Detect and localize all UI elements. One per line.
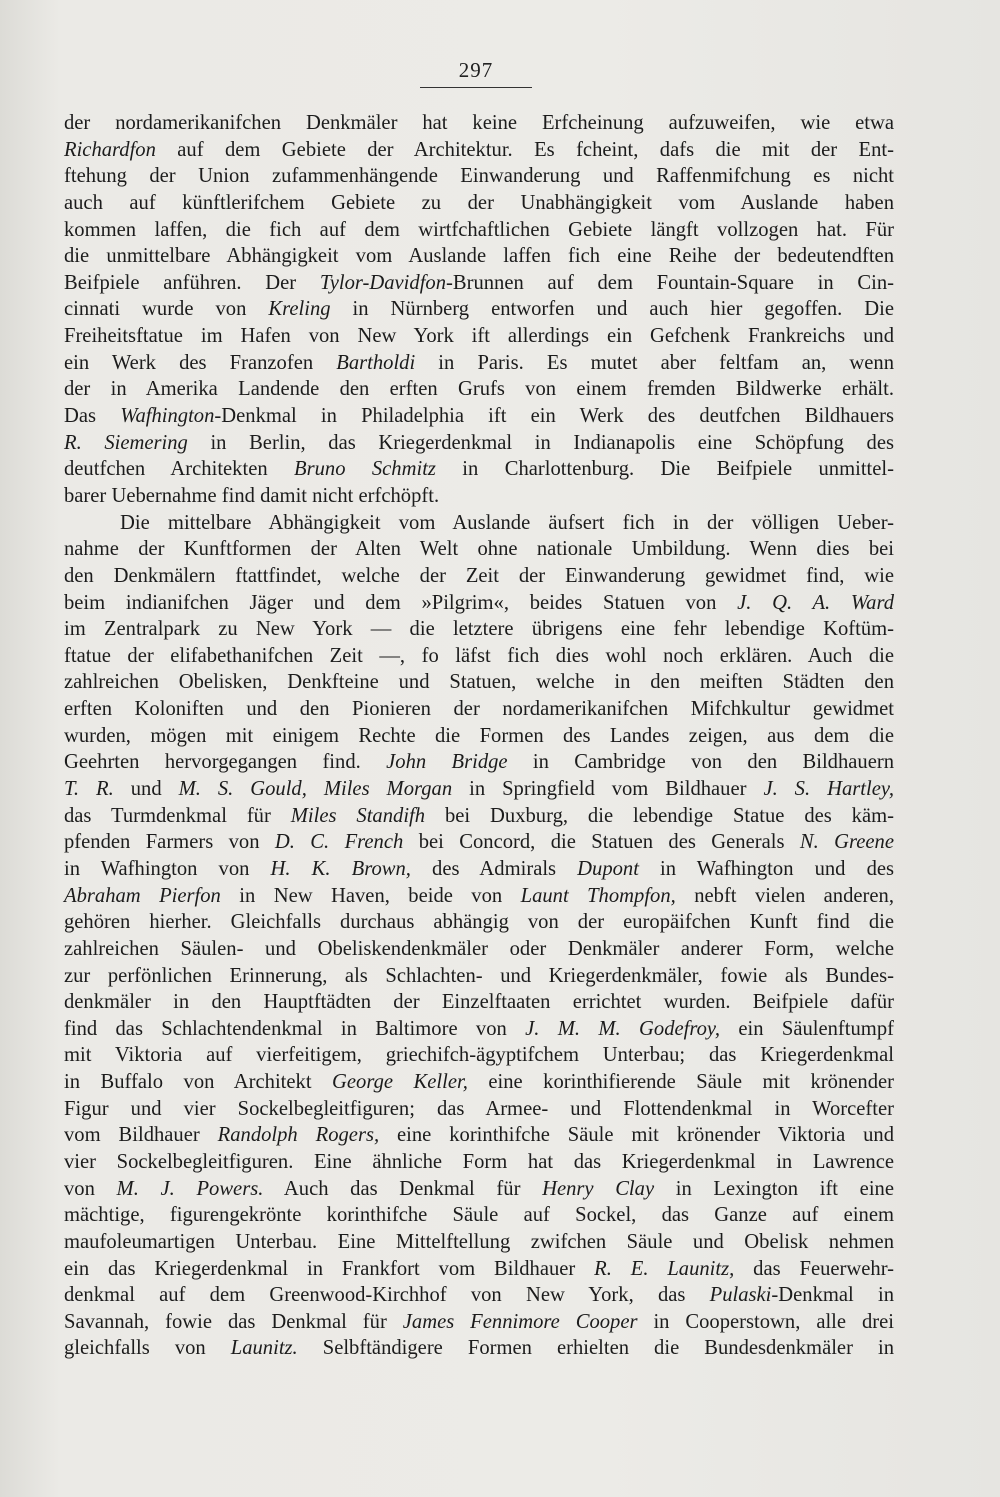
italic-name: Abraham Pierfon — [64, 884, 221, 907]
text-run: Selbftändigere Formen erhielten die Bundesdenkmäler in — [297, 1337, 894, 1360]
italic-name: R. E. Launitz, — [594, 1257, 735, 1280]
text-line: maufoleumartigen Unterbau. Eine Mittelftellung zwifchen Säule und Obelisk nehmen — [64, 1230, 894, 1253]
italic-name: Richardfon — [64, 138, 156, 161]
text-line: gehören hierher. Gleichfalls durchaus abhängig von der europäifchen Kunft find die — [64, 911, 894, 934]
text-line: ftatue der elifabethanifchen Zeit —, fo läfst fich dies wohl noch erklären. Auch die — [64, 644, 894, 667]
text-line — [64, 856, 894, 883]
text-line: im Zentralpark zu New York — die letztere übrigens eine fehr lebendige Koftüm- — [64, 618, 894, 641]
italic-name: T. R. — [64, 778, 114, 801]
italic-name: Bruno Schmitz — [294, 458, 436, 481]
italic-name: James Fennimore Cooper — [402, 1310, 638, 1333]
text-line — [64, 803, 894, 830]
text-run: in Wafhington und des — [638, 857, 895, 880]
text-run: pfenden Farmers von — [64, 831, 275, 854]
text-line: Freiheitsftatue im Hafen von New York ift allerdings ein Gefchenk Frankreichs und — [64, 325, 894, 348]
text-run: Beifpiele anführen. Der — [64, 271, 320, 294]
text-line — [64, 1016, 894, 1043]
text-run: in Cambridge von den Bildhauern — [507, 751, 894, 774]
italic-name: D. C. French — [274, 831, 404, 854]
text-run: auf dem Gebiete der Architektur. Es fcheint, dafs die mit der Ent- — [155, 138, 894, 161]
text-run: ein das Kriegerdenkmal in Frankfort vom Bildhauer — [64, 1257, 595, 1280]
text-run: eine korinthifche Säule mit krönender Viktoria und — [379, 1124, 894, 1147]
text-line: zahlreichen Säulen- und Obeliskendenkmäler oder Denkmäler anderer Form, welche — [64, 937, 894, 960]
text-line — [64, 403, 894, 430]
italic-name: M. S. Gould, Miles Morgan — [178, 778, 453, 801]
text-run: von — [64, 1177, 117, 1200]
text-run: deutfchen Architekten — [64, 458, 295, 481]
italic-name: Wafhington — [120, 405, 215, 428]
text-line: auch auf künftlerifchem Gebiete zu der Unabhängigkeit vom Auslande haben — [64, 191, 894, 214]
italic-name: Dupont — [577, 857, 639, 880]
text-line: zur perfönlichen Erinnerung, als Schlachten- und Kriegerdenkmäler, fowie als Bundes- — [64, 964, 894, 987]
italic-name: Miles Standifh — [290, 804, 426, 827]
text-line: den Denkmälern ftattfindet, welche der Zeit der Einwanderung gewidmet find, wie — [64, 564, 894, 587]
text-line: ftehung der Union zufammenhängende Einwanderung und Raffenmifchung es nicht — [64, 165, 894, 188]
body-text — [64, 110, 894, 1362]
text-run: in Berlin, das Kriegerdenkmal in Indianapolis eine Schöpfung des — [187, 431, 894, 454]
text-run: des Admirals — [410, 857, 578, 880]
text-run: nebft vielen anderen, — [675, 884, 894, 907]
italic-name: H. K. Brown, — [270, 857, 411, 880]
text-run: in Paris. Es mutet aber feltfam an, wenn — [415, 351, 895, 374]
text-run: bei Duxburg, die lebendige Statue des käm- — [425, 804, 894, 827]
text-line: Figur und vier Sockelbegleitfiguren; das Armee- und Flottendenkmal in Worcefter — [64, 1097, 894, 1120]
text-run: in Lexington ift eine — [654, 1177, 894, 1200]
text-line — [64, 296, 894, 323]
text-run: das Turmdenkmal für — [64, 804, 291, 827]
text-run: denkmal auf dem Greenwood-Kirchhof von New York, das — [64, 1284, 710, 1307]
text-run: Geehrten hervorgegangen find. — [64, 751, 387, 774]
text-run: find das Schlachtendenkmal in Baltimore von — [64, 1017, 526, 1040]
text-run: in Charlottenburg. Die Beifpiele unmittel- — [435, 458, 894, 481]
text-line — [64, 270, 894, 297]
text-line — [64, 1309, 894, 1336]
text-run: beim indianifchen Jäger und dem »Pilgrim«, beides Statuen von — [64, 591, 738, 614]
text-run: -Brunnen auf dem Fountain-Square in Cin- — [446, 271, 894, 294]
text-line: mächtige, figurengekrönte korinthifche Säule auf Sockel, das Ganze auf einem — [64, 1204, 894, 1227]
text-run: Savannah, fowie das Denkmal für — [64, 1310, 403, 1333]
text-line — [64, 590, 894, 617]
italic-name: George Keller, — [332, 1071, 468, 1094]
text-run: ein Säulenftumpf — [720, 1017, 894, 1040]
text-line — [64, 430, 894, 457]
text-run: -Denkmal in — [771, 1284, 894, 1307]
italic-name: Bartholdi — [336, 351, 416, 374]
text-run: -Denkmal in Philadelphia ift ein Werk des deutfchen Bildhauers — [214, 405, 894, 428]
text-line: die unmittelbare Abhängigkeit vom Auslande laffen fich eine Reihe der bedeutendften — [64, 245, 894, 268]
italic-name: Launitz. — [230, 1337, 298, 1360]
text-line: denkmäler in den Hauptftädten der Einzelftaaten errichtet wurden. Beifpiele dafür — [64, 991, 894, 1014]
italic-name: Kreling — [268, 298, 331, 321]
text-line — [64, 1282, 894, 1309]
text-line — [64, 1176, 894, 1203]
italic-name: J. M. M. Godefroy, — [525, 1017, 721, 1040]
text-line — [64, 137, 894, 164]
italic-name: Tylor-Davidfon — [319, 271, 447, 294]
italic-name: Pulaski — [709, 1284, 772, 1307]
text-line: der nordamerikanifchen Denkmäler hat keine Erfcheinung aufzuweifen, wie etwa — [64, 112, 894, 134]
text-run: in Buffalo von Architekt — [64, 1071, 333, 1094]
text-run: in Cooperstown, alle drei — [637, 1310, 894, 1333]
text-run: das Feuerwehr- — [734, 1257, 894, 1280]
text-line — [64, 883, 894, 910]
text-line: vier Sockelbegleitfiguren. Eine ähnliche Form hat das Kriegerdenkmal in Lawrence — [64, 1150, 894, 1173]
text-line: Die mittelbare Abhängigkeit vom Auslande äufsert fich in der völligen Ueber- — [120, 511, 894, 534]
text-run: gleichfalls von — [64, 1337, 231, 1360]
text-line: der in Amerika Landende den erften Grufs von einem fremden Bildwerke erhält. — [64, 378, 894, 401]
text-run: ein Werk des Franzofen — [64, 351, 337, 374]
text-line — [64, 1122, 894, 1149]
text-run: und — [113, 778, 179, 801]
text-line: barer Uebernahme find damit nicht erfchöpft. — [64, 484, 440, 507]
italic-name: R. Siemering — [64, 431, 188, 454]
text-line: zahlreichen Obelisken, Denkfteine und Statuen, welche in den meiften Städten den — [64, 671, 894, 694]
text-run: bei Concord, die Statuen des Generals — [403, 831, 800, 854]
text-run: eine korinthifierende Säule mit krönender — [467, 1071, 894, 1094]
text-line: wurden, mögen mit einigem Rechte die Formen des Landes zeigen, aus dem die — [64, 724, 894, 747]
text-run: in Wafhington von — [64, 857, 271, 880]
text-line — [64, 1069, 894, 1096]
text-run: vom Bildhauer — [64, 1124, 218, 1147]
text-run: in Springfield vom Bildhauer — [452, 778, 764, 801]
text-run: in Nürnberg entworfen und auch hier gegoffen. Die — [330, 298, 894, 321]
text-line — [64, 1256, 894, 1283]
text-line — [64, 749, 894, 776]
text-line: erften Koloniften und den Pionieren der nordamerikanifchen Mifchkultur gewidmet — [64, 698, 894, 721]
text-line — [64, 829, 894, 856]
italic-name: Randolph Rogers, — [217, 1124, 380, 1147]
italic-name: M. J. Powers. — [116, 1177, 264, 1200]
page-number: 297 — [420, 58, 532, 88]
text-line — [64, 1335, 894, 1362]
text-run: cinnati wurde von — [64, 298, 269, 321]
text-line — [64, 350, 894, 377]
text-line: nahme der Kunftformen der Alten Welt ohne nationale Umbildung. Wenn dies bei — [64, 538, 894, 561]
italic-name: N. Greene — [799, 831, 894, 854]
italic-name: John Bridge — [386, 751, 508, 774]
text-run: Auch das Denkmal für — [263, 1177, 543, 1200]
text-line: kommen laffen, die fich auf dem wirtfchaftlichen Gebiete längft vollzogen hat. Für — [64, 218, 894, 241]
italic-name: Launt Thompfon, — [520, 884, 676, 907]
text-run: Das — [64, 405, 121, 428]
italic-name: J. S. Hartley, — [763, 778, 895, 801]
text-line — [64, 456, 894, 483]
italic-name: J. Q. A. Ward — [737, 591, 895, 614]
text-run: in New Haven, beide von — [220, 884, 521, 907]
text-line — [64, 776, 894, 803]
italic-name: Henry Clay — [542, 1177, 655, 1200]
text-line: mit Viktoria auf vierfeitigem, griechifch-ägyptifchem Unterbau; das Kriegerdenkmal — [64, 1044, 894, 1067]
